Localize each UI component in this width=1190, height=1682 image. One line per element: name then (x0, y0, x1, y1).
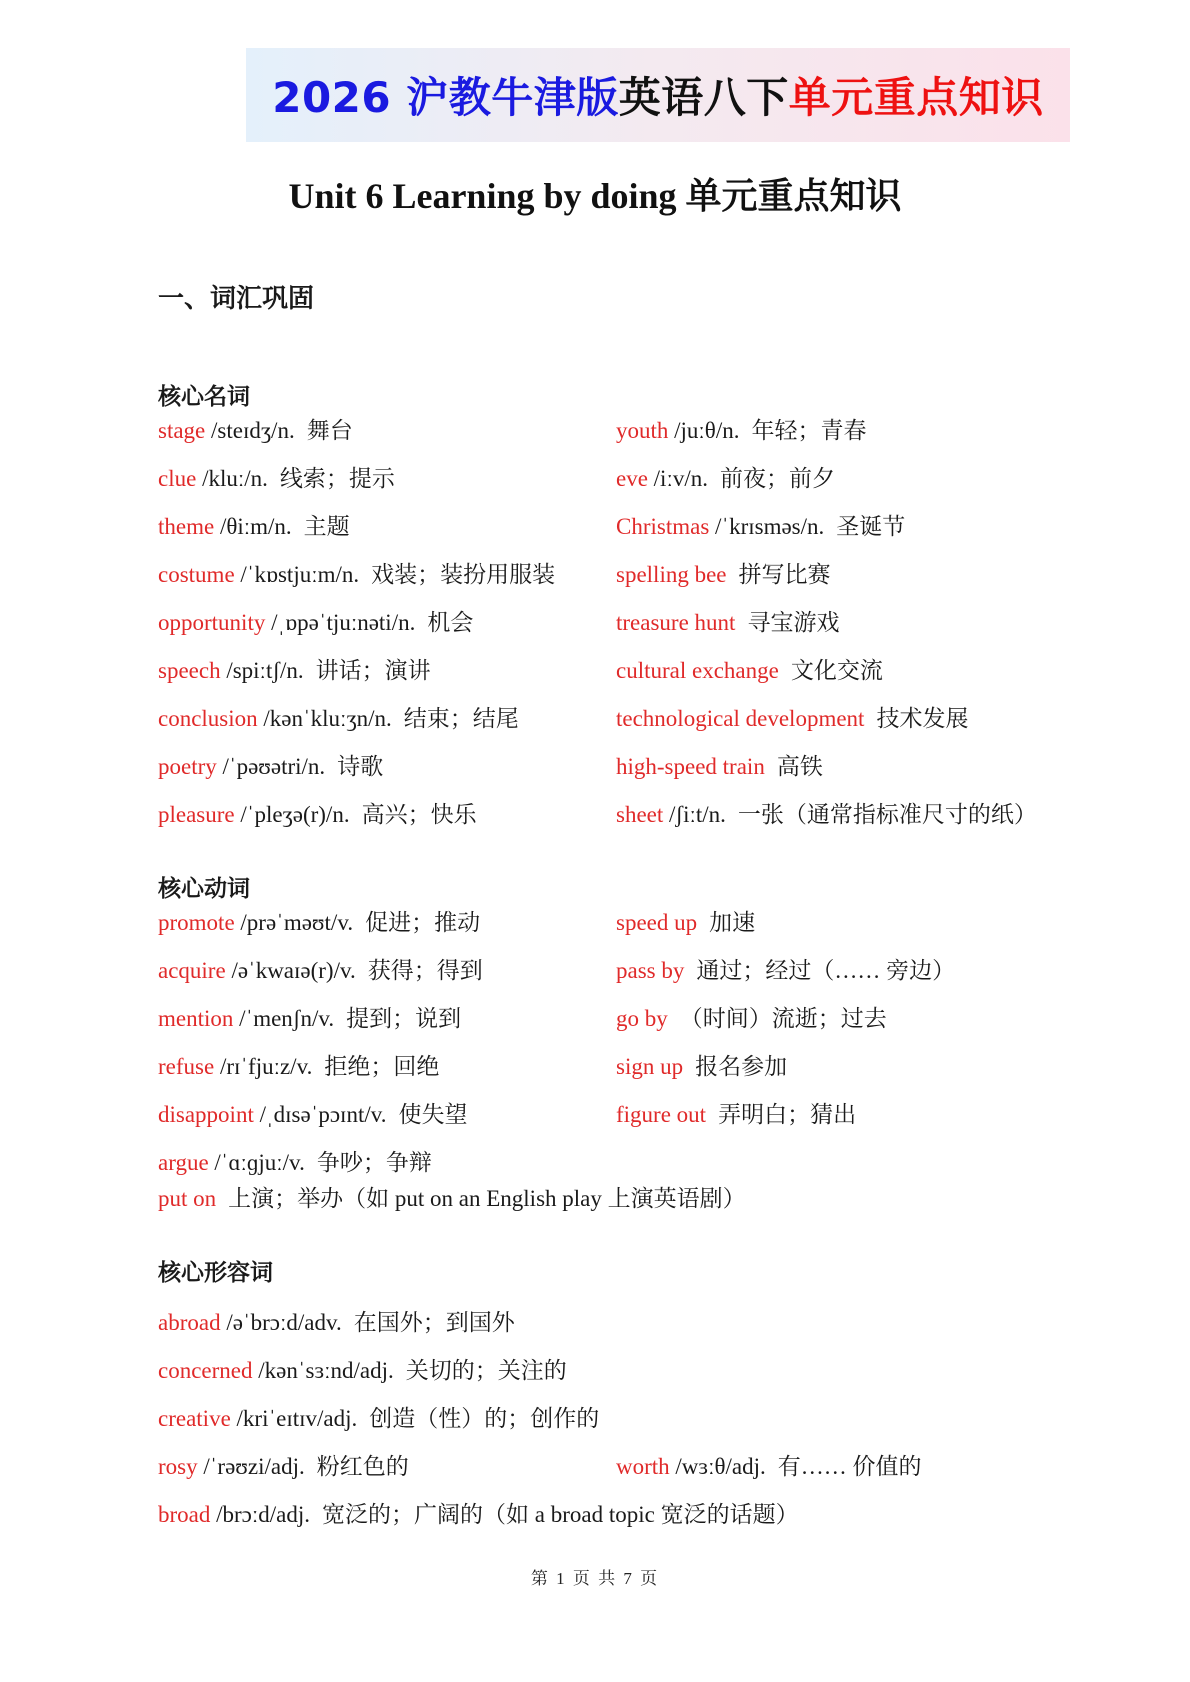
vocab-phonetic: /kriˈeɪtɪv/adj. (236, 1406, 358, 1431)
vocab-word: figure out (616, 1102, 707, 1127)
vocab-meaning: 提到；说到 (346, 1006, 462, 1031)
vocab-meaning: 诗歌 (337, 754, 384, 779)
vocab-word: promote (158, 910, 235, 935)
vocab-entry (158, 1180, 746, 1213)
vocab-word: pleasure (158, 802, 235, 827)
vocab-meaning: 主题 (303, 514, 350, 539)
vocab-phonetic: /ˈmenʃn/v. (239, 1006, 335, 1031)
vocab-word: worth (616, 1454, 670, 1479)
vocab-phonetic: /əˈkwaɪə(r)/v. (231, 958, 356, 983)
vocab-entry (616, 556, 831, 589)
vocab-meaning: 文化交流 (790, 658, 883, 683)
vocab-word: Christmas (616, 514, 710, 539)
vocab-word: disappoint (158, 1102, 254, 1127)
vocab-meaning: 一张（通常指标准尺寸的纸） (737, 802, 1037, 827)
vocab-entry (616, 1096, 856, 1129)
vocab-word: costume (158, 562, 235, 587)
vocab-meaning: 关切的；关注的 (405, 1358, 567, 1383)
vocab-meaning: 加速 (709, 910, 756, 935)
vocab-phonetic: /prəˈməʊt/v. (240, 910, 354, 935)
vocab-word: conclusion (158, 706, 258, 731)
vocab-word: pass by (616, 958, 685, 983)
vocab-meaning: 戏装；装扮用服装 (371, 562, 556, 587)
page-title: Unit 6 Learning by doing 单元重点知识 (288, 176, 902, 216)
vocab-phonetic: /juːθ/n. (674, 418, 740, 443)
banner-grade: 英语八下 (618, 73, 789, 122)
vocab-phonetic: /θiːm/n. (219, 514, 292, 539)
vocab-entry (158, 1400, 599, 1433)
vocab-entry (616, 796, 1037, 829)
vocab-word: cultural exchange (616, 658, 779, 683)
vocab-word: rosy (158, 1454, 198, 1479)
vocab-meaning: 高铁 (776, 754, 823, 779)
vocab-entry (616, 412, 866, 445)
vocab-meaning: 促进；推动 (365, 910, 481, 935)
vocab-meaning: 舞台 (306, 418, 353, 443)
vocab-meaning: 圣诞节 (836, 514, 906, 539)
vocab-entry (616, 508, 905, 541)
vocab-word: sheet (616, 802, 664, 827)
vocab-word: treasure hunt (616, 610, 736, 635)
vocab-entry (158, 508, 350, 541)
vocab-entry (616, 952, 955, 985)
nouns-heading: 核心名词 (158, 384, 250, 409)
vocab-phonetic: /iːv/n. (653, 466, 708, 491)
vocab-entry (158, 1304, 515, 1337)
vocab-word: argue (158, 1150, 209, 1175)
vocab-meaning: 在国外；到国外 (353, 1310, 515, 1335)
vocab-word: creative (158, 1406, 231, 1431)
vocab-entry (158, 652, 431, 685)
vocab-word: theme (158, 514, 215, 539)
vocab-meaning: 使失望 (398, 1102, 468, 1127)
vocab-entry (158, 1096, 468, 1129)
vocab-phonetic: /ˌdɪsəˈpɔɪnt/v. (259, 1102, 387, 1127)
verbs-heading: 核心动词 (158, 876, 250, 901)
header-banner (246, 48, 1070, 142)
vocab-meaning: 年轻；青春 (751, 418, 867, 443)
vocab-word: refuse (158, 1054, 215, 1079)
vocab-entry (616, 904, 755, 937)
vocab-word: high-speed train (616, 754, 765, 779)
vocab-entry (158, 1352, 567, 1385)
vocab-entry (158, 952, 483, 985)
banner-edition: 2026 沪教牛津版 (272, 73, 619, 122)
vocab-phonetic: /kluː/n. (202, 466, 268, 491)
vocab-phonetic: /ʃiːt/n. (669, 802, 726, 827)
vocab-entry (158, 1048, 439, 1081)
vocab-word: speech (158, 658, 221, 683)
vocab-entry (616, 460, 835, 493)
vocab-meaning: 高兴；快乐 (361, 802, 477, 827)
vocab-phonetic: /steɪdʒ/n. (211, 418, 295, 443)
vocab-entry (158, 796, 477, 829)
adjectives-heading: 核心形容词 (158, 1260, 273, 1285)
vocab-entry (158, 1000, 461, 1033)
vocab-phonetic: /rɪˈfjuːz/v. (219, 1054, 313, 1079)
vocab-meaning: 拼写比赛 (738, 562, 831, 587)
vocab-phonetic: /ˈrəʊzi/adj. (203, 1454, 305, 1479)
vocab-word: mention (158, 1006, 234, 1031)
vocab-word: stage (158, 418, 206, 443)
vocab-word: broad (158, 1502, 211, 1527)
vocab-entry (158, 1496, 799, 1529)
vocab-meaning: 寻宝游戏 (747, 610, 840, 635)
vocab-word: concerned (158, 1358, 253, 1383)
vocab-word: acquire (158, 958, 226, 983)
vocab-word: abroad (158, 1310, 221, 1335)
vocab-meaning: 粉红色的 (316, 1454, 409, 1479)
vocab-phonetic: /ˈpəʊətri/n. (222, 754, 326, 779)
vocab-meaning: 争吵；争辩 (316, 1150, 432, 1175)
vocab-entry (158, 1448, 409, 1481)
vocab-meaning: （时间）流逝；过去 (679, 1006, 887, 1031)
vocab-entry (616, 700, 968, 733)
vocab-word: clue (158, 466, 197, 491)
vocab-word: speed up (616, 910, 698, 935)
vocab-phonetic: /ˌɒpəˈtjuːnəti/n. (271, 610, 416, 635)
vocab-meaning: 技术发展 (876, 706, 969, 731)
vocab-entry (158, 904, 480, 937)
vocab-meaning: 线索；提示 (279, 466, 395, 491)
page-footer: 第 1 页 共 7 页 (530, 1569, 660, 1588)
vocab-meaning: 创造（性）的；创作的 (369, 1406, 600, 1431)
vocab-phonetic: /ˈkrɪsməs/n. (715, 514, 825, 539)
vocab-phonetic: /kənˈsɜːnd/adj. (258, 1358, 394, 1383)
vocab-entry (158, 460, 395, 493)
vocab-meaning: 通过；经过（…… 旁边） (696, 958, 956, 983)
vocab-entry (616, 604, 839, 637)
vocab-phonetic: /əˈbrɔːd/adv. (226, 1310, 342, 1335)
banner-topic: 单元重点知识 (788, 73, 1044, 122)
vocab-meaning: 前夜；前夕 (719, 466, 835, 491)
vocab-entry (616, 652, 883, 685)
vocab-meaning: 报名参加 (695, 1054, 788, 1079)
vocab-word: opportunity (158, 610, 266, 635)
vocab-phonetic: /ˈɑːɡjuː/v. (214, 1150, 305, 1175)
vocab-meaning: 拒绝；回绝 (324, 1054, 440, 1079)
vocab-meaning: 讲话；演讲 (315, 658, 431, 683)
vocab-entry (158, 700, 519, 733)
vocab-word: eve (616, 466, 648, 491)
vocab-phonetic: /kənˈkluːʒn/n. (263, 706, 392, 731)
vocab-phonetic: /wɜːθ/adj. (675, 1454, 766, 1479)
section-title: 一、词汇巩固 (158, 284, 315, 313)
vocab-phonetic: /spiːtʃ/n. (226, 658, 304, 683)
vocab-entry (616, 748, 823, 781)
vocab-word: go by (616, 1006, 668, 1031)
vocab-entry (158, 604, 473, 637)
vocab-phonetic: /ˈkɒstjuːm/n. (240, 562, 360, 587)
vocab-entry (158, 556, 555, 589)
vocab-meaning: 机会 (427, 610, 474, 635)
vocab-meaning: 上演；举办（如 put on an English play 上演英语剧） (228, 1186, 746, 1211)
vocab-entry (616, 1448, 921, 1481)
vocab-entry (158, 748, 383, 781)
vocab-meaning: 结束；结尾 (403, 706, 519, 731)
vocab-entry (616, 1000, 887, 1033)
vocab-word: put on (158, 1186, 217, 1211)
vocab-entry (158, 412, 353, 445)
vocab-entry (158, 1144, 432, 1177)
vocab-word: spelling bee (616, 562, 727, 587)
vocab-phonetic: /brɔːd/adj. (216, 1502, 311, 1527)
vocab-word: youth (616, 418, 669, 443)
vocab-word: poetry (158, 754, 217, 779)
vocab-meaning: 弄明白；猜出 (718, 1102, 857, 1127)
vocab-meaning: 宽泛的；广阔的（如 a broad topic 宽泛的话题） (322, 1502, 799, 1527)
vocab-meaning: 有…… 价值的 (777, 1454, 922, 1479)
vocab-phonetic: /ˈpleʒə(r)/n. (240, 802, 350, 827)
vocab-word: technological development (616, 706, 865, 731)
vocab-entry (616, 1048, 787, 1081)
vocab-word: sign up (616, 1054, 684, 1079)
vocab-meaning: 获得；得到 (367, 958, 483, 983)
